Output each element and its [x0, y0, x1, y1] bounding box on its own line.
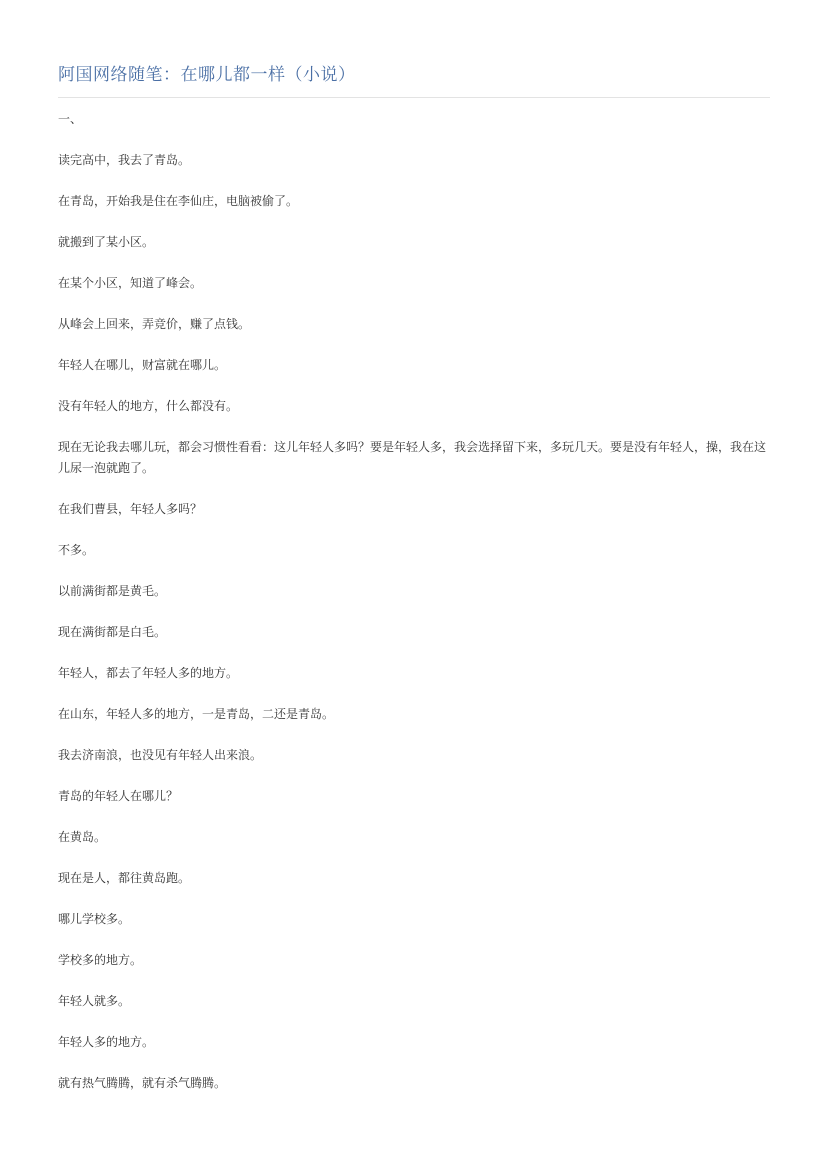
paragraph: 在黄岛。 [58, 830, 107, 844]
paragraph: 年轻人，都去了年轻人多的地方。 [58, 666, 239, 680]
paragraph: 在青岛，开始我是住在李仙庄，电脑被偷了。 [58, 194, 299, 208]
paragraph: 不多。 [58, 543, 95, 557]
paragraph: 现在满街都是白毛。 [58, 625, 167, 639]
paragraph: 我去济南浪，也没见有年轻人出来浪。 [58, 748, 263, 762]
article-title: 阿国网络随笔：在哪儿都一样（小说） [58, 65, 356, 85]
paragraph: 一、 [58, 112, 83, 126]
paragraph: 就搬到了某小区。 [58, 235, 155, 249]
article [58, 62, 770, 1114]
title-divider [58, 97, 770, 98]
paragraph: 以前满街都是黄毛。 [58, 584, 167, 598]
paragraph: 没有年轻人的地方，什么都没有。 [58, 399, 239, 413]
paragraph: 年轻人多的地方。 [58, 1035, 155, 1049]
paragraph: 就有热气腾腾，就有杀气腾腾。 [58, 1076, 227, 1090]
paragraph: 在某个小区，知道了峰会。 [58, 276, 203, 290]
paragraph: 读完高中，我去了青岛。 [58, 153, 191, 167]
paragraph: 现在无论我去哪儿玩，都会习惯性看看：这儿年轻人多吗？要是年轻人多，我会选择留下来，多玩几天。要是没有年轻人，操，我在这儿尿一泡就跑了。 [58, 440, 767, 475]
paragraph: 现在是人，都往黄岛跑。 [58, 871, 191, 885]
paragraph: 在山东，年轻人多的地方，一是青岛，二还是青岛。 [58, 707, 335, 721]
article-body [58, 109, 770, 1094]
paragraph: 年轻人就多。 [58, 994, 131, 1008]
paragraph: 从峰会上回来，弄竞价，赚了点钱。 [58, 317, 251, 331]
paragraph: 青岛的年轻人在哪儿？ [58, 789, 179, 803]
paragraph: 哪儿学校多。 [58, 912, 131, 926]
paragraph: 学校多的地方。 [58, 953, 143, 967]
paragraph: 在我们曹县，年轻人多吗？ [58, 502, 203, 516]
paragraph: 年轻人在哪儿，财富就在哪儿。 [58, 358, 227, 372]
